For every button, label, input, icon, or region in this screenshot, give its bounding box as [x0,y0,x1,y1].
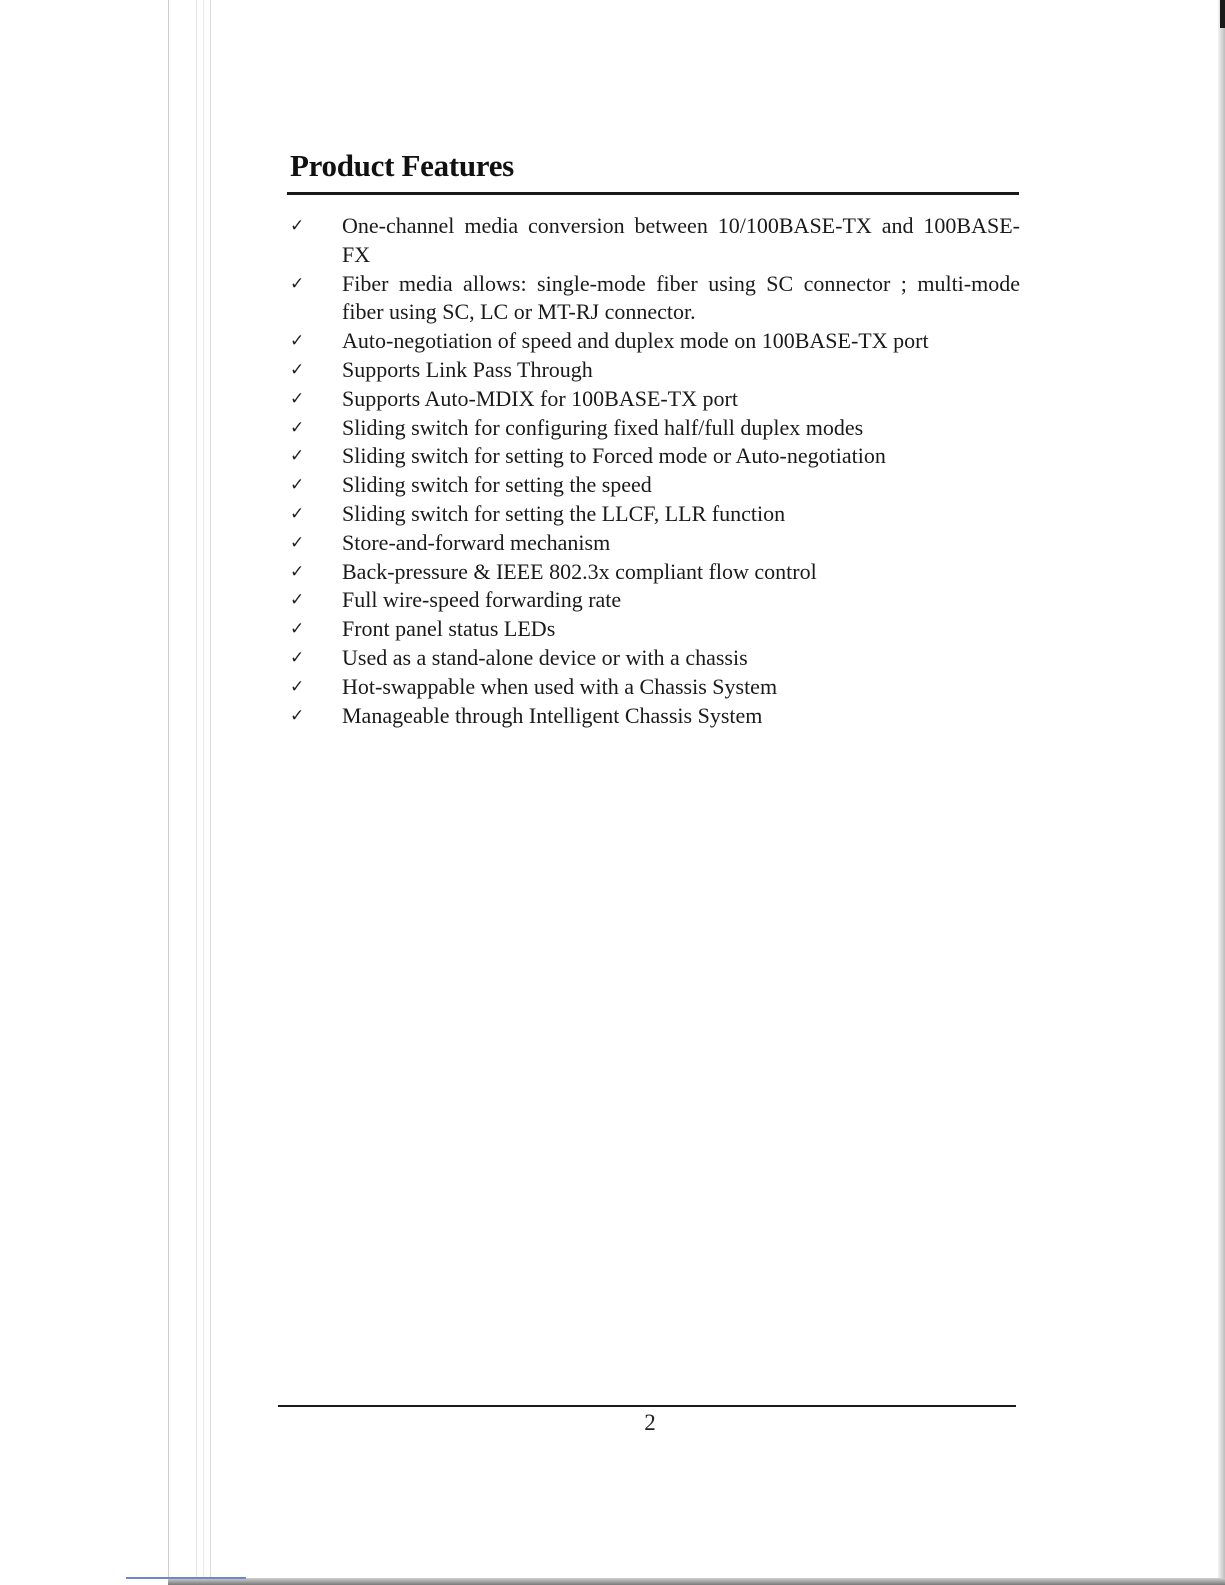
check-mark-icon: ✓ [290,216,305,236]
feature-item [290,644,1020,673]
check-mark-icon: ✓ [290,561,305,582]
feature-text: Sliding switch for setting the speed [342,472,652,498]
check-mark-icon: ✓ [290,532,305,553]
page-edge [168,0,169,1585]
check-mark-icon: ✓ [290,273,305,294]
check-mark-icon: ✓ [290,503,305,524]
check-mark-icon: ✓ [290,475,305,496]
feature-text: Sliding switch for setting to Forced mode or Auto-negotiation [342,443,886,469]
feature-text: Supports Link Pass Through [342,356,593,382]
feature-item [290,586,1020,615]
page-edge [196,0,197,1585]
feature-text: Store-and-forward mechanism [342,529,611,555]
feature-item [290,558,1020,587]
check-mark-icon: ✓ [290,619,305,640]
page-title: Product Features [290,148,514,183]
feature-item [290,385,1020,414]
feature-item [290,529,1020,558]
page-margin [0,0,168,1585]
feature-text: Front panel status LEDs [342,616,556,642]
feature-item [290,327,1020,356]
check-mark-icon: ✓ [290,705,305,726]
page-edge-bottom [168,1578,1225,1585]
feature-item [290,212,1020,270]
check-mark-icon: ✓ [290,446,305,467]
feature-item [290,500,1020,529]
feature-list [290,212,1020,730]
feature-item [290,471,1020,500]
feature-text: Sliding switch for setting the LLCF, LLR function [342,500,786,526]
check-mark-icon: ✓ [290,647,305,668]
check-mark-icon: ✓ [290,676,305,697]
page-edge-right [1218,0,1225,1585]
page-number: 2 [644,1410,656,1435]
feature-text: Hot-swappable when used with a Chassis System [342,673,778,699]
check-mark-icon: ✓ [290,388,305,409]
feature-item [290,702,1020,731]
feature-text: Full wire-speed forwarding rate [342,587,622,613]
scan-mark [1220,0,1225,28]
feature-text: Sliding switch for configuring fixed half/full duplex modes [342,414,864,440]
feature-item [290,442,1020,471]
feature-item [290,615,1020,644]
check-mark-icon: ✓ [290,417,305,438]
page-edge [203,0,204,1585]
feature-text: One-channel media conversion between 10/100BASE-TX and 100BASE-FX [342,213,1020,267]
feature-item [290,414,1020,443]
title-rule [287,192,1019,195]
scan-mark-bottom [126,1577,246,1579]
feature-text: Used as a stand-alone device or with a chassis [342,644,748,670]
feature-item [290,270,1020,328]
feature-text: Manageable through Intelligent Chassis System [342,702,763,728]
footer-rule [278,1405,1016,1407]
check-mark-icon: ✓ [290,590,305,611]
feature-text: Auto-negotiation of speed and duplex mode on 100BASE-TX port [342,328,929,354]
page-edge [210,0,211,1585]
feature-text: Fiber media allows: single-mode fiber using SC connector ; multi-mode fiber using SC, LC or MT-RJ connector. [342,270,1020,325]
check-mark-icon: ✓ [290,331,305,352]
feature-item [290,356,1020,385]
feature-text: Back-pressure & IEEE 802.3x compliant flow control [342,558,817,584]
check-mark-icon: ✓ [290,359,305,380]
feature-text: Supports Auto-MDIX for 100BASE-TX port [342,385,738,411]
feature-item [290,673,1020,702]
